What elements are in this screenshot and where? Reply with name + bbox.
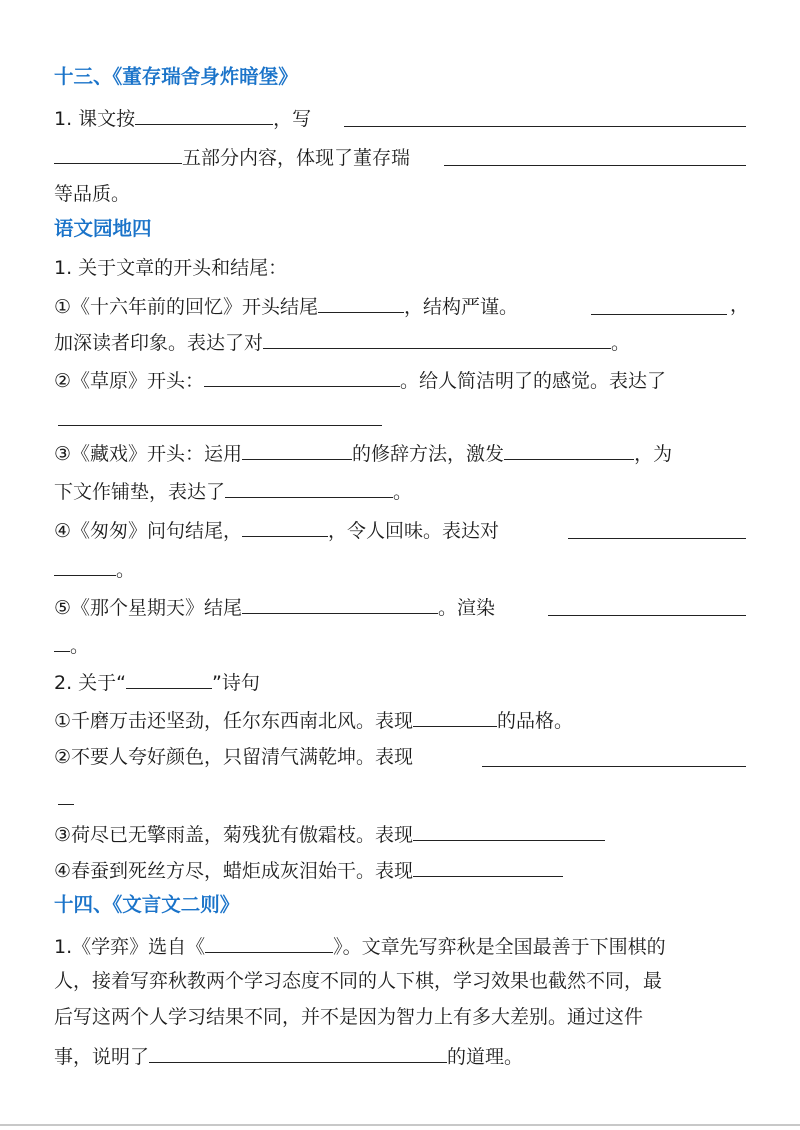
sec14-text-e: 的道理。 bbox=[447, 1046, 524, 1068]
item2-blank1[interactable] bbox=[204, 366, 400, 387]
garden4-item5-line2 bbox=[54, 631, 748, 659]
sec13-q1-blank1[interactable] bbox=[135, 104, 273, 125]
garden4-q2-line bbox=[54, 668, 748, 696]
sec13-q1-mid: ，写 bbox=[273, 108, 312, 130]
item5-blank1[interactable] bbox=[242, 593, 438, 614]
item3-blank2[interactable] bbox=[504, 439, 634, 460]
q2-text-b: ”诗句 bbox=[212, 672, 260, 694]
sec13-q1-line1 bbox=[54, 104, 748, 132]
item4-blank1[interactable] bbox=[242, 516, 328, 537]
poem1-blank[interactable] bbox=[413, 706, 497, 727]
sec14-blank2[interactable] bbox=[149, 1042, 447, 1063]
item5-text-c: 。 bbox=[70, 635, 90, 657]
section-13-title: 十三、《董存瑞舍身炸暗堡》 bbox=[54, 65, 298, 88]
item2-text-a: ②《草原》开头： bbox=[54, 370, 205, 392]
item5-text-a: ⑤《那个星期天》结尾 bbox=[54, 597, 243, 619]
sec14-line2: 人，接着写弈秋教两个学习态度不同的人下棋，学习效果也截然不同，最 bbox=[54, 970, 663, 992]
item4-text-c: 。 bbox=[116, 559, 136, 581]
section-14-title: 十四、《文言文二则》 bbox=[54, 893, 240, 916]
q2-blank[interactable] bbox=[126, 668, 212, 689]
item3-blank1[interactable] bbox=[242, 439, 352, 460]
sec14-line4 bbox=[54, 1042, 748, 1070]
item3-text-c: ，为 bbox=[634, 443, 673, 465]
sec13-q1-line3: 等品质。 bbox=[54, 183, 131, 205]
garden4-item4-line2 bbox=[54, 555, 748, 583]
sec14-text-b: 》。文章先写弈秋是全国最善于下围棋的 bbox=[333, 936, 666, 958]
sec13-q1-blank4[interactable] bbox=[444, 164, 746, 166]
item1-text-b: ，结构严谨。 bbox=[404, 296, 519, 318]
item1-blank2[interactable] bbox=[591, 313, 727, 315]
item2-blank2[interactable] bbox=[58, 424, 382, 426]
poem2-blank2[interactable] bbox=[58, 803, 74, 805]
garden4-item2-line1 bbox=[54, 366, 748, 394]
poem3-text-a: ③荷尽已无擎雨盖，菊残犹有傲霜枝。表现 bbox=[54, 824, 414, 846]
sec14-blank1[interactable] bbox=[205, 932, 333, 953]
item1-comma: ， bbox=[730, 294, 750, 316]
poem3-blank[interactable] bbox=[413, 820, 605, 841]
item1-blank3[interactable] bbox=[263, 328, 611, 349]
garden4-item1-line1 bbox=[54, 292, 748, 320]
sec14-text-a: 1.《学弈》选自《 bbox=[54, 936, 206, 958]
sec13-q1-line2 bbox=[54, 143, 748, 171]
item5-text-b: 。渲染 bbox=[438, 597, 496, 619]
item3-text-e: 。 bbox=[393, 481, 413, 503]
poem4-text-a: ④春蚕到死丝方尽，蜡炬成灰泪始干。表现 bbox=[54, 860, 414, 882]
item4-blank3[interactable] bbox=[54, 555, 116, 576]
item3-text-b: 的修辞方法，激发 bbox=[352, 443, 505, 465]
sec13-q1-text2: 五部分内容，体现了董存瑞 bbox=[182, 147, 411, 169]
item3-text-d: 下文作铺垫，表达了 bbox=[54, 481, 226, 503]
garden4-poem1-line bbox=[54, 706, 748, 734]
sec13-q1-prefix: 1. 课文按 bbox=[54, 108, 136, 130]
item5-blank3[interactable] bbox=[54, 631, 70, 652]
item3-text-a: ③《藏戏》开头：运用 bbox=[54, 443, 243, 465]
garden4-item3-line1 bbox=[54, 439, 748, 467]
poem1-text-b: 的品格。 bbox=[497, 710, 574, 732]
item4-text-a: ④《匆匆》问句结尾， bbox=[54, 520, 243, 542]
garden4-item4-line1 bbox=[54, 516, 748, 544]
item1-text-d: 加深读者印象。表达了对 bbox=[54, 332, 264, 354]
garden4-item5-line1 bbox=[54, 593, 748, 621]
item3-blank3[interactable] bbox=[225, 477, 393, 498]
item1-text-a: ①《十六年前的回忆》开头结尾 bbox=[54, 296, 319, 318]
item5-blank2[interactable] bbox=[548, 614, 746, 616]
garden4-poem4-line bbox=[54, 856, 748, 884]
item1-text-e: 。 bbox=[611, 332, 631, 354]
garden4-poem3-line bbox=[54, 820, 748, 848]
garden4-item1-line2 bbox=[54, 328, 748, 356]
poem2-text-a: ②不要人夸好颜色，只留清气满乾坤。表现 bbox=[54, 746, 414, 768]
sec13-q1-blank2[interactable] bbox=[344, 125, 746, 127]
poem4-blank[interactable] bbox=[413, 856, 563, 877]
poem1-text-a: ①千磨万击还坚劲，任尔东西南北风。表现 bbox=[54, 710, 414, 732]
page-bottom-divider bbox=[0, 1124, 800, 1126]
garden4-item3-line2 bbox=[54, 477, 748, 505]
item2-text-b: 。给人简洁明了的感觉。表达了 bbox=[400, 370, 667, 392]
sec13-q1-blank3[interactable] bbox=[54, 143, 182, 164]
item4-blank2[interactable] bbox=[568, 537, 746, 539]
sec14-text-d: 事，说明了 bbox=[54, 1046, 150, 1068]
garden-4-title: 语文园地四 bbox=[54, 217, 152, 240]
item4-text-b: ，令人回味。表达对 bbox=[328, 520, 500, 542]
sec14-line3: 后写这两个人学习结果不同，并不是因为智力上有多大差别。通过这件 bbox=[54, 1006, 644, 1028]
garden4-q1-intro: 1. 关于文章的开头和结尾： bbox=[54, 257, 288, 279]
item1-blank1[interactable] bbox=[318, 292, 404, 313]
poem2-blank1[interactable] bbox=[482, 765, 746, 767]
q2-text-a: 2. 关于“ bbox=[54, 672, 127, 694]
sec14-line1 bbox=[54, 932, 748, 960]
